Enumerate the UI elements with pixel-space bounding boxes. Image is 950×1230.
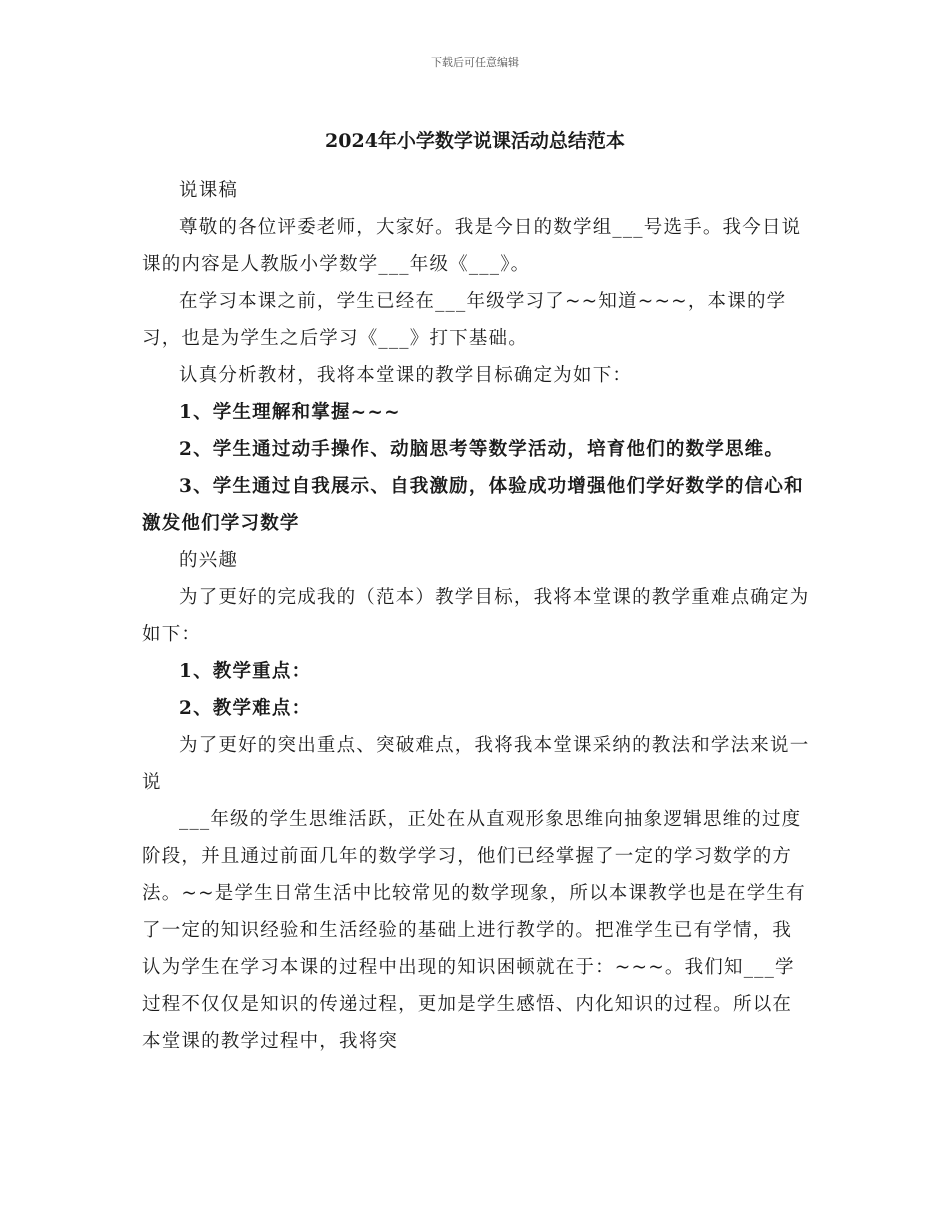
document-title: 2024年小学数学说课活动总结范本 <box>325 130 625 152</box>
paragraph-methods-intro: 为了更好的突出重点、突破难点，我将我本堂课采纳的教法和学法来说一说 <box>142 735 810 793</box>
paragraph-student-analysis: ___年级的学生思维活跃，正处在从直观形象思维向抽象逻辑思维的过度阶段，并且通过前面几年的数学学习，他们已经掌握了一定的学习数学的方法。~~是学生日常生活中比较常见的数学现象，所以本课教学也是在学生有了一定的知识经验和生活经验的基础上进行教学的。把准学生已有学情，我认为学生在学习本课的过程中出现的知识困顿就在于：~~~。我们知___学过程不仅仅是知识的传递过程，更加是学生感悟、内化知识的过程。所以在本堂课的教学过程中，我将突 <box>142 809 806 1052</box>
goal-item-3-continued: 的兴趣 <box>179 550 239 571</box>
document-body <box>142 172 810 1060</box>
paragraph-key-points-intro: 为了更好的完成我的（范本）教学目标，我将本堂课的教学重难点确定为如下： <box>142 587 810 645</box>
difficulty-item: 2、教学难点： <box>179 698 312 719</box>
goal-item-3: 3、学生通过自我展示、自我激励，体验成功增强他们学好数学的信心和激发他们学习数学 <box>142 476 804 534</box>
paragraph-goal-intro: 认真分析教材，我将本堂课的教学目标确定为如下： <box>179 365 633 386</box>
paragraph-heading: 说课稿 <box>179 180 239 201</box>
goal-item-1: 1、学生理解和掌握~~~ <box>179 402 401 423</box>
paragraph-greeting: 尊敬的各位评委老师，大家好。我是今日的数学组___号选手。我今日说课的内容是人教版小学数学___年级《___》。 <box>142 217 802 275</box>
goal-item-2: 2、学生通过动手操作、动脑思考等数学活动，培育他们的数学思维。 <box>179 439 785 460</box>
header-note: 下载后可任意编辑 <box>431 56 519 69</box>
key-point-item: 1、教学重点： <box>179 661 312 682</box>
paragraph-background: 在学习本课之前，学生已经在___年级学习了~~知道~~~，本课的学习，也是为学生之后学习《___》打下基础。 <box>142 291 787 349</box>
